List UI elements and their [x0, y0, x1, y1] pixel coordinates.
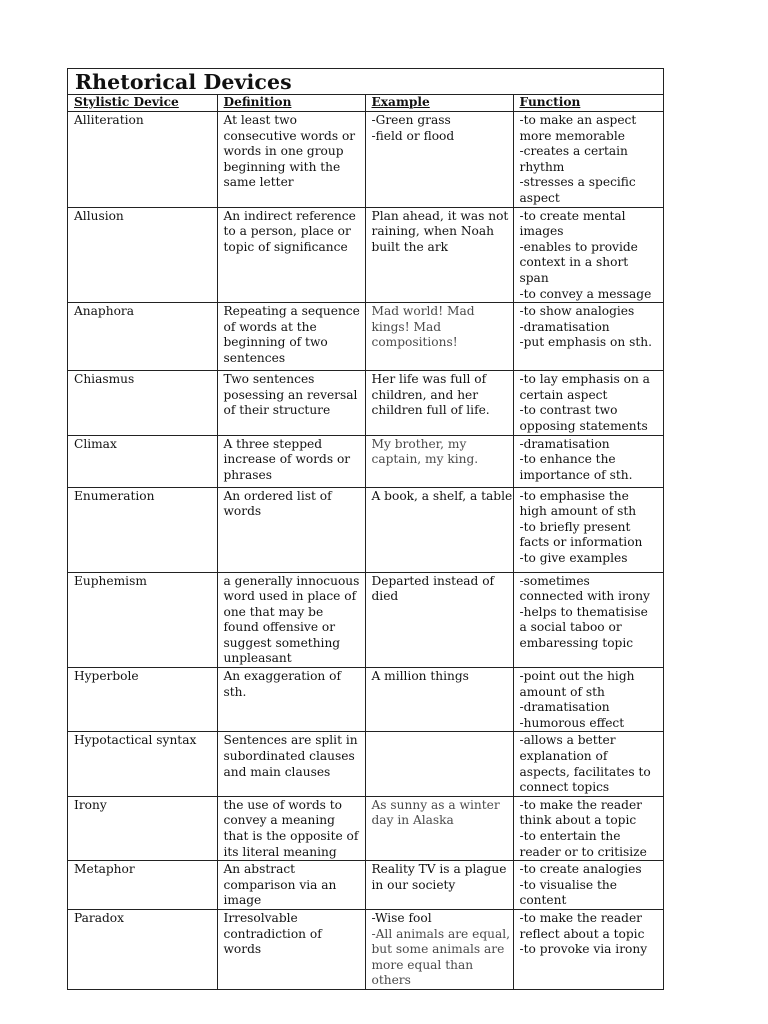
- definition-line: the use of words to: [223, 797, 343, 812]
- example-line: My brother, my: [371, 436, 467, 451]
- function-line: context in a short: [519, 255, 629, 270]
- definition-line: sentences: [223, 350, 286, 365]
- table-row: [68, 207, 663, 303]
- function-line: aspect: [519, 190, 560, 205]
- function-line: -to give examples: [519, 550, 628, 565]
- definition-line: beginning with the: [223, 159, 341, 174]
- function-line: -to make the reader: [519, 910, 642, 925]
- cell-definition: [217, 732, 365, 796]
- definition-line: At least two: [223, 113, 297, 127]
- definition-line: increase of words or: [223, 452, 351, 467]
- cell-function: [513, 487, 663, 572]
- function-line: -humorous effect: [519, 715, 625, 730]
- device-name: Hypotactical syntax: [74, 733, 197, 748]
- function-line: amount of sth: [519, 684, 605, 699]
- header-stylistic-device: Stylistic Device: [68, 95, 217, 112]
- device-name: Anaphora: [74, 304, 134, 319]
- function-line: -dramatisation: [519, 700, 610, 715]
- example-line: day in Alaska: [371, 813, 454, 828]
- definition-line: sth.: [223, 684, 247, 699]
- example-line: captain, my king.: [371, 452, 479, 467]
- cell-example: [365, 435, 513, 487]
- table-row: [68, 796, 663, 860]
- function-line: connected with irony: [519, 589, 650, 604]
- function-line: explanation of: [519, 749, 608, 764]
- example-line: -Green grass: [371, 113, 451, 127]
- table-row: [68, 909, 663, 989]
- table-row: [68, 435, 663, 487]
- definition-line: An exaggeration of: [223, 669, 341, 684]
- function-line: -to convey a message: [519, 286, 652, 301]
- table-row: [68, 668, 663, 732]
- function-line: -dramatisation: [519, 319, 610, 334]
- definition-line: contradiction of: [223, 926, 322, 941]
- device-name: Enumeration: [74, 488, 155, 503]
- definition-line: words in one group: [223, 144, 344, 159]
- example-line: A million things: [371, 669, 469, 684]
- table-row: [68, 572, 663, 668]
- cell-function: [513, 572, 663, 668]
- definition-line: beginning of two: [223, 335, 328, 350]
- function-line: reader or to critisize: [519, 844, 647, 859]
- cell-example: [365, 732, 513, 796]
- function-line: -creates a certain: [519, 144, 628, 159]
- example-line: Plan ahead, it was not: [371, 208, 509, 223]
- definition-line: of words at the: [223, 319, 317, 334]
- header-definition: Definition: [217, 95, 365, 112]
- definition-line: image: [223, 893, 262, 908]
- cell-function: [513, 303, 663, 371]
- definition-line: posessing an reversal: [223, 387, 358, 402]
- function-line: -to provoke via irony: [519, 942, 648, 957]
- example-line: A book, a shelf, a table: [371, 488, 513, 503]
- example-line: kings! Mad: [371, 319, 442, 334]
- cell-example: [365, 207, 513, 303]
- header-function: Function: [513, 95, 663, 112]
- cell-definition: [217, 796, 365, 860]
- example-line: Her life was full of: [371, 372, 487, 387]
- cell-example: [365, 909, 513, 989]
- cell-example: [365, 796, 513, 860]
- table-row: [68, 371, 663, 435]
- cell-stylistic-device: [68, 572, 217, 668]
- function-line: -sometimes: [519, 573, 590, 588]
- header-row: [68, 95, 663, 112]
- function-line: -put emphasis on sth.: [519, 335, 652, 350]
- definition-line: Sentences are split in: [223, 733, 358, 748]
- title-row: [68, 69, 663, 95]
- device-name: Climax: [74, 436, 117, 451]
- device-name: Alliteration: [74, 113, 144, 127]
- definition-line: An ordered list of: [223, 488, 332, 503]
- example-line: Reality TV is a plague: [371, 862, 507, 877]
- example-line: raining, when Noah: [371, 224, 494, 239]
- example-line: more equal than: [371, 957, 474, 972]
- function-line: -to briefly present: [519, 519, 631, 534]
- cell-definition: [217, 861, 365, 910]
- function-line: think about a topic: [519, 813, 637, 828]
- definition-line: same letter: [223, 175, 294, 190]
- definition-line: An indirect reference: [223, 208, 356, 223]
- cell-function: [513, 112, 663, 208]
- function-line: -dramatisation: [519, 436, 610, 451]
- definition-line: Two sentences: [223, 372, 315, 387]
- definition-line: a generally innocuous: [223, 573, 360, 588]
- cell-function: [513, 732, 663, 796]
- function-line: more memorable: [519, 128, 625, 143]
- definition-line: of their structure: [223, 403, 331, 418]
- function-line: -to entertain the: [519, 829, 621, 843]
- cell-definition: [217, 572, 365, 668]
- example-line: -field or flood: [371, 128, 455, 143]
- function-line: -enables to provide: [519, 239, 638, 254]
- example-line: Mad world! Mad: [371, 304, 475, 319]
- cell-definition: [217, 668, 365, 732]
- cell-stylistic-device: [68, 207, 217, 303]
- example-line: others: [371, 973, 411, 988]
- example-line: -Wise fool: [371, 910, 432, 925]
- cell-definition: [217, 435, 365, 487]
- cell-definition: [217, 207, 365, 303]
- definition-line: and main clauses: [223, 764, 331, 779]
- definition-line: words: [223, 942, 262, 957]
- example-line: in our society: [371, 877, 456, 892]
- device-name: Chiasmus: [74, 372, 135, 387]
- function-line: importance of sth.: [519, 467, 633, 482]
- cell-example: [365, 303, 513, 371]
- cell-definition: [217, 371, 365, 435]
- definition-line: words: [223, 504, 262, 519]
- device-name: Paradox: [74, 910, 125, 925]
- table-row: [68, 487, 663, 572]
- definition-line: Repeating a sequence: [223, 304, 360, 319]
- definition-line: phrases: [223, 467, 272, 482]
- definition-line: suggest something: [223, 635, 341, 650]
- function-line: -to create mental: [519, 208, 626, 223]
- cell-function: [513, 371, 663, 435]
- cell-stylistic-device: [68, 303, 217, 371]
- function-line: reflect about a topic: [519, 926, 645, 941]
- definition-line: its literal meaning: [223, 844, 337, 859]
- function-line: -helps to thematisise: [519, 604, 648, 619]
- page-title: Rhetorical Devices: [75, 70, 292, 94]
- cell-stylistic-device: [68, 732, 217, 796]
- devices-table: [68, 95, 663, 990]
- cell-function: [513, 668, 663, 732]
- table-row: [68, 732, 663, 796]
- example-line: As sunny as a winter: [371, 797, 500, 812]
- cell-example: [365, 371, 513, 435]
- function-line: -to emphasise the: [519, 488, 629, 503]
- function-line: embaressing topic: [519, 635, 634, 650]
- function-line: rhythm: [519, 159, 565, 174]
- function-line: -to contrast two: [519, 403, 618, 418]
- function-line: -to enhance the: [519, 452, 616, 467]
- definition-line: comparison via an: [223, 877, 337, 892]
- device-name: Hyperbole: [74, 669, 139, 684]
- cell-example: [365, 487, 513, 572]
- definition-line: convey a meaning: [223, 813, 335, 828]
- example-line: children full of life.: [371, 403, 490, 418]
- device-name: Metaphor: [74, 862, 135, 877]
- definition-line: Irresolvable: [223, 910, 298, 925]
- function-line: certain aspect: [519, 387, 608, 402]
- function-line: a social taboo or: [519, 620, 622, 635]
- function-line: -stresses a specific: [519, 175, 636, 190]
- rhetorical-devices-sheet: [67, 68, 664, 990]
- definition-line: one that may be: [223, 604, 324, 619]
- definition-line: A three stepped: [223, 436, 323, 451]
- cell-stylistic-device: [68, 796, 217, 860]
- table-row: [68, 861, 663, 910]
- cell-function: [513, 435, 663, 487]
- cell-stylistic-device: [68, 112, 217, 208]
- definition-line: to a person, place or: [223, 224, 351, 239]
- cell-function: [513, 861, 663, 910]
- function-line: -to create analogies: [519, 862, 642, 877]
- cell-definition: [217, 909, 365, 989]
- function-line: -point out the high: [519, 669, 635, 684]
- cell-example: [365, 861, 513, 910]
- cell-function: [513, 207, 663, 303]
- example-line: but some animals are: [371, 942, 505, 957]
- definition-line: word used in place of: [223, 589, 357, 604]
- function-line: aspects, facilitates to: [519, 764, 651, 779]
- function-line: span: [519, 270, 549, 285]
- cell-stylistic-device: [68, 487, 217, 572]
- example-line: died: [371, 589, 399, 604]
- cell-stylistic-device: [68, 371, 217, 435]
- example-line: Departed instead of: [371, 573, 495, 588]
- cell-function: [513, 909, 663, 989]
- function-line: -to lay emphasis on a: [519, 372, 650, 387]
- function-line: images: [519, 224, 564, 239]
- function-line: -allows a better: [519, 733, 616, 748]
- function-line: opposing statements: [519, 418, 648, 433]
- function-line: -to make the reader: [519, 797, 642, 812]
- example-line: children, and her: [371, 387, 479, 402]
- function-line: -to visualise the: [519, 877, 617, 892]
- function-line: -to show analogies: [519, 304, 635, 319]
- function-line: -to make an aspect: [519, 113, 637, 127]
- table-row: [68, 112, 663, 208]
- header-example: Example: [365, 95, 513, 112]
- example-line: compositions!: [371, 335, 458, 350]
- function-line: high amount of sth: [519, 504, 637, 519]
- definition-line: subordinated clauses: [223, 749, 355, 764]
- cell-stylistic-device: [68, 435, 217, 487]
- device-name: Irony: [74, 797, 107, 812]
- definition-line: unpleasant: [223, 651, 292, 666]
- cell-example: [365, 572, 513, 668]
- device-name: Allusion: [74, 208, 124, 223]
- cell-stylistic-device: [68, 909, 217, 989]
- definition-line: found offensive or: [223, 620, 336, 635]
- cell-definition: [217, 303, 365, 371]
- definition-line: topic of significance: [223, 239, 348, 254]
- cell-definition: [217, 112, 365, 208]
- definition-line: that is the opposite of: [223, 829, 359, 843]
- example-line: -All animals are equal,: [371, 926, 511, 941]
- cell-definition: [217, 487, 365, 572]
- example-line: built the ark: [371, 239, 449, 254]
- table-row: [68, 303, 663, 371]
- cell-example: [365, 112, 513, 208]
- cell-stylistic-device: [68, 668, 217, 732]
- definition-line: consecutive words or: [223, 128, 356, 143]
- definition-line: An abstract: [223, 862, 296, 877]
- device-name: Euphemism: [74, 573, 147, 588]
- function-line: content: [519, 893, 567, 908]
- function-line: facts or information: [519, 535, 643, 550]
- cell-stylistic-device: [68, 861, 217, 910]
- cell-function: [513, 796, 663, 860]
- function-line: connect topics: [519, 780, 610, 795]
- cell-example: [365, 668, 513, 732]
